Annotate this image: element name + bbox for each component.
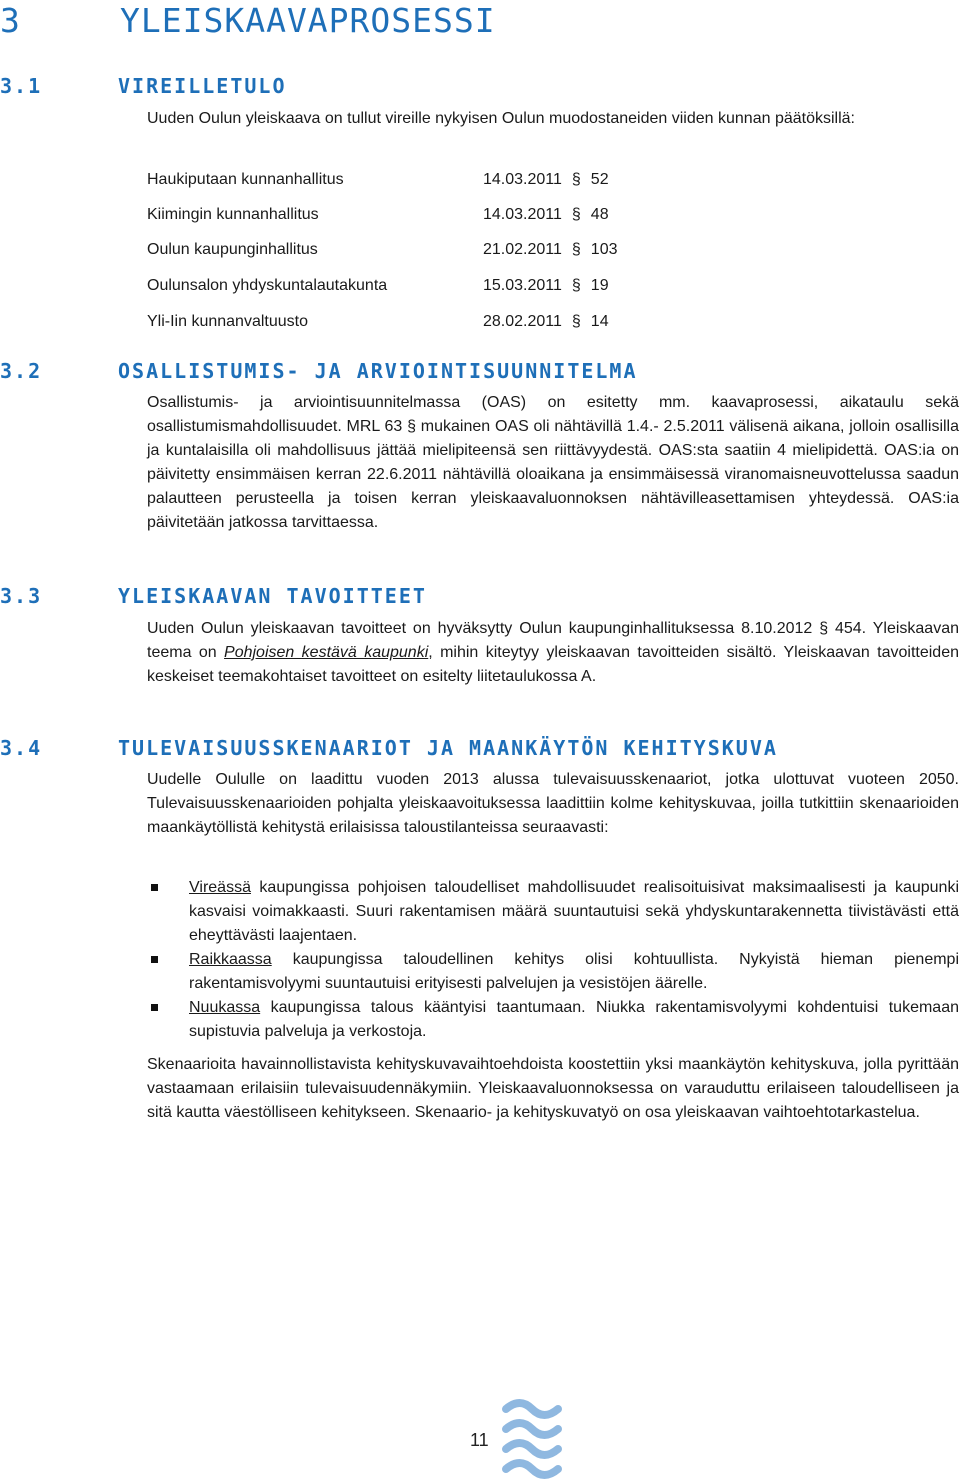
- section-number: 3.3: [0, 584, 43, 608]
- section-sign: §: [571, 313, 581, 330]
- decision-org: Haukiputaan kunnanhallitus: [147, 171, 344, 188]
- decision-row: [147, 238, 618, 262]
- scenario-term: Vireässä: [189, 879, 251, 896]
- decision-date: 14.03.2011: [483, 171, 562, 188]
- section-title: TULEVAISUUSSKENAARIOT JA MAANKÄYTÖN KEHITYSKUVA: [118, 736, 778, 760]
- decision-number: 19: [590, 277, 609, 294]
- tavoitteet-paragraph: [147, 617, 959, 689]
- decision-number: 48: [590, 206, 609, 223]
- section-title: VIREILLETULO: [118, 74, 287, 98]
- scenario-term: Raikkaassa: [189, 951, 272, 968]
- page-number: 11: [470, 1430, 489, 1450]
- scenario-list: [147, 876, 959, 1044]
- section-sign: §: [571, 277, 581, 294]
- oas-paragraph: Osallistumis- ja arviointisuunnitelmassa (OAS) on esitetty mm. kaavaprosessi, aikataulu sekä osallistumismahdollisuudet. MRL 63 § mukainen OAS oli nähtävillä 1.4.- 2.5.2011 välisenä aikana, jolloin osallisilla ja kuntalaisilla oli mahdollisuus jättää mielipiteensä sen riittävyydestä. OAS:sta saatiin 4 mielipidettä. OAS:ia on päivitetty ensimmäisen kerran 22.6.2011 nähtävillä oloaikana ja ensimmäisessä viranomaisneuvottelussa saadun palautteen perusteella ja toisen kerran yleiskaavaluonnoksen nähtävilleasettamisen yhteydessä. OAS:ia päivitetään jatkossa tarvittaessa.: [147, 394, 959, 531]
- decision-number: 14: [590, 313, 609, 330]
- decision-date: 28.02.2011: [483, 313, 562, 330]
- section-number: 3.1: [0, 74, 43, 98]
- scenario-text: kaupungissa taloudellinen kehitys olisi kohtuullista. Nykyistä hieman pienempi rakentamisvolyymi suuntautuisi erityisesti palvelujen ja vesistöjen äärelle.: [189, 951, 959, 992]
- section-heading-3-1: [0, 72, 287, 100]
- list-item: [147, 948, 959, 996]
- decision-number: 103: [590, 241, 618, 258]
- tavoitteet-text-start: Uuden Oulun yleiskaavan tavoitteet on hyväksytty Oulun kaupunginhallituksessa 8.10.2012 § 454. Yleiskaavan teema on: [147, 620, 959, 661]
- vireilletulo-intro: Uuden Oulun yleiskaava on tullut vireille nykyisen Oulun muodostaneiden viiden kunnan päätöksillä:: [147, 110, 855, 127]
- decision-row: [147, 168, 609, 192]
- section-number: 3.4: [0, 736, 43, 760]
- decision-number: 52: [590, 171, 609, 188]
- theme-emphasis: Pohjoisen kestävä kaupunki: [224, 644, 429, 661]
- decision-org: Yli-Iin kunnanvaltuusto: [147, 313, 308, 330]
- chapter-title: YLEISKAAVAPROSESSI: [120, 1, 496, 40]
- scenario-text: kaupungissa pohjoisen taloudelliset mahdollisuudet realisoituisivat maksimaalisesti ja kaupunki kasvaisi voimakkaasti. Suuri rakentamisen määrä suuntautuisi sekä yhdyskuntarakennetta tiivistävästi että eheyttävästi laajentaen.: [189, 879, 959, 944]
- decision-row: [147, 310, 609, 334]
- kehityskuva-paragraph: Skenaarioita havainnollistavista kehityskuvavaihtoehdoista koostettiin yksi maankäytön kehityskuva, jolla pyrittään vastaamaan erilaisiin tulevaisuudennäkymiin. Yleiskaavaluonnoksessa on varauduttu erilaiseen taloudelliseen ja sitä kautta väestölliseen kehitykseen. Skenaario- ja kehityskuvatyö on osa yleiskaavan vaihtoehtotarkastelua.: [147, 1056, 959, 1121]
- decision-date: 21.02.2011: [483, 241, 562, 258]
- section-title: YLEISKAAVAN TAVOITTEET: [118, 584, 427, 608]
- square-bullet-icon: [151, 956, 158, 963]
- skenaariot-intro: Uudelle Oululle on laadittu vuoden 2013 alussa tulevaisuusskenaariot, jotka ulottuvat vuoteen 2050. Tulevaisuusskenaarioiden pohjalta yleiskaavoituksessa laadittiin kolme kehityskuvaa, joilla tutkittiin skenaarioiden maankäytöllistä kehitystä erilaisissa taloustilanteissa seuraavasti:: [147, 771, 959, 836]
- section-sign: §: [571, 171, 581, 188]
- decision-org: Kiimingin kunnanhallitus: [147, 206, 319, 223]
- wave-logo-icon: [500, 1395, 564, 1479]
- square-bullet-icon: [151, 1004, 158, 1011]
- section-title: OSALLISTUMIS- JA ARVIOINTISUUNNITELMA: [118, 359, 638, 383]
- square-bullet-icon: [151, 884, 158, 891]
- decision-date: 15.03.2011: [483, 277, 562, 294]
- decision-date: 14.03.2011: [483, 206, 562, 223]
- decision-row: [147, 274, 609, 298]
- section-number: 3.2: [0, 359, 43, 383]
- section-sign: §: [571, 206, 581, 223]
- scenario-term: Nuukassa: [189, 999, 261, 1016]
- chapter-number: 3: [0, 1, 21, 40]
- decision-org: Oulunsalon yhdyskuntalautakunta: [147, 277, 388, 294]
- section-heading-3-2: [0, 357, 638, 385]
- list-item: [147, 996, 959, 1044]
- chapter-heading: [0, 0, 496, 42]
- decision-row: [147, 203, 609, 227]
- scenario-text: kaupungissa talous kääntyisi taantumaan. Niukka rakentamisvolyymi kohdentuisi tukemaan supistuvia palveluja ja verkostoja.: [189, 999, 959, 1040]
- list-item: [147, 876, 959, 948]
- section-heading-3-4: [0, 734, 778, 762]
- section-sign: §: [571, 241, 581, 258]
- tavoitteet-text-end: , mihin kiteytyy yleiskaavan tavoitteiden sisältö. Yleiskaavan tavoitteiden keskeiset teemakohtaiset tavoitteet on esitelty liitetaulukossa A.: [147, 644, 960, 685]
- section-heading-3-3: [0, 582, 427, 610]
- decision-org: Oulun kaupunginhallitus: [147, 241, 318, 258]
